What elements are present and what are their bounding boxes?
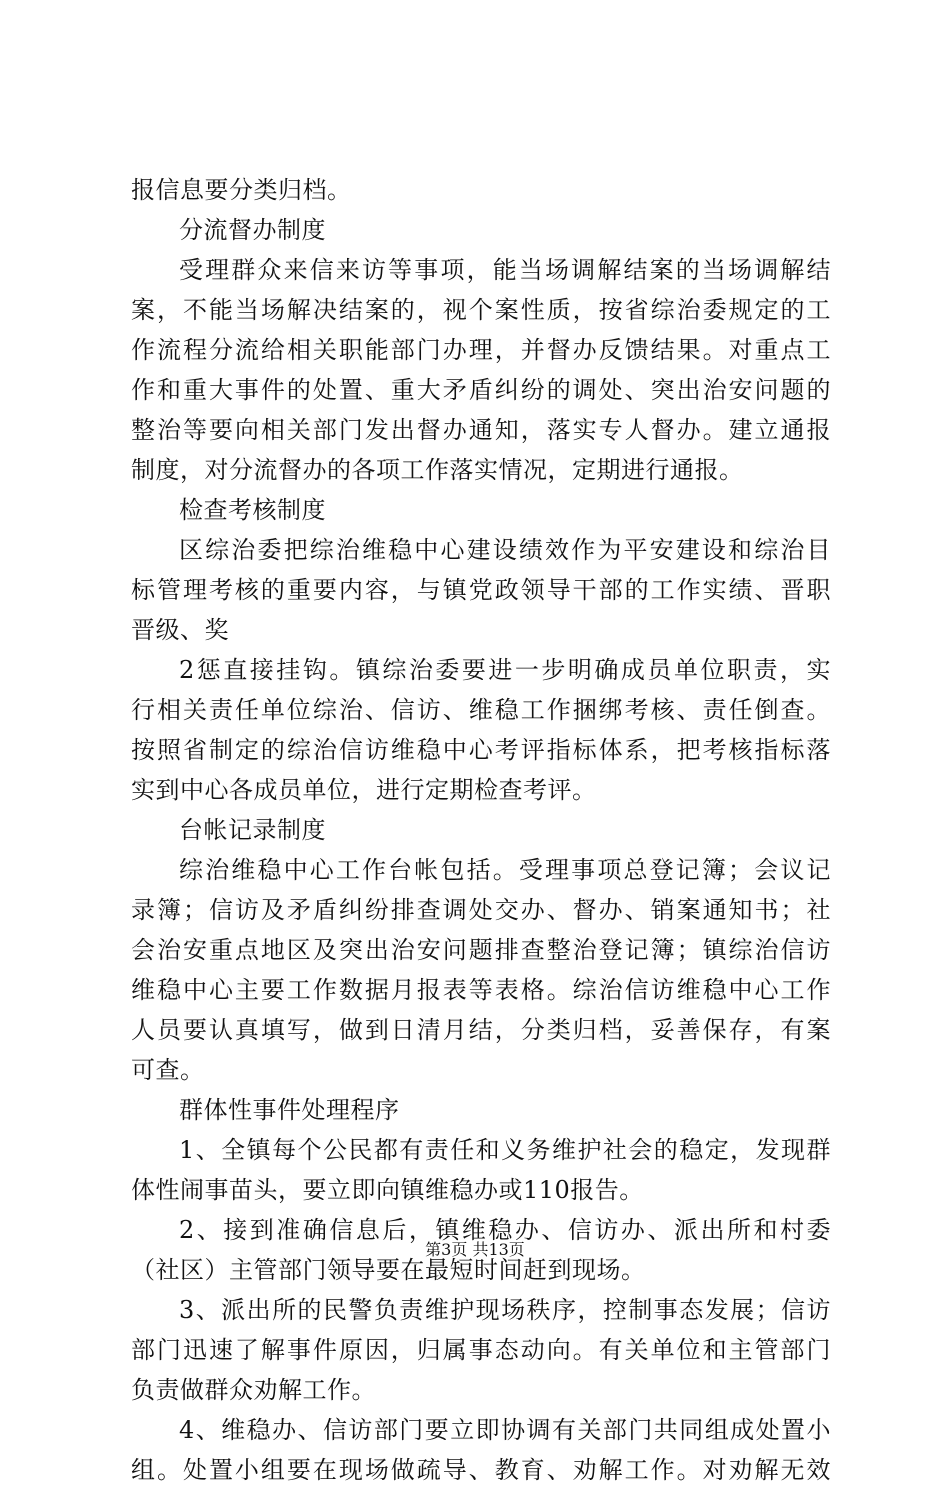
text-line: 组。处置小组要在现场做疏导、教育、劝解工作。对劝解无效	[131, 1456, 831, 1484]
text-line: 部门迅速了解事件原因，归属事态动向。有关单位和主管部门	[131, 1336, 831, 1364]
text-line: 案，不能当场解决结案的，视个案性质，按省综治委规定的工	[131, 296, 831, 324]
text-line: 行相关责任单位综治、信访、维稳工作捆绑考核、责任倒查。	[131, 696, 831, 724]
text-line: 群体性事件处理程序	[179, 1096, 400, 1124]
text-line: 区综治委把综治维稳中心建设绩效作为平安建设和综治目	[179, 536, 831, 564]
text-line: 作和重大事件的处置、重大矛盾纠纷的调处、突出治安问题的	[131, 376, 831, 404]
text-line: 整治等要向相关部门发出督办通知，落实专人督办。建立通报	[131, 416, 831, 444]
text-line: 晋级、奖	[131, 616, 229, 644]
text-line: 会治安重点地区及突出治安问题排查整治登记簿；镇综治信访	[131, 936, 831, 964]
document-body	[131, 170, 831, 1490]
text-line: 制度，对分流督办的各项工作落实情况，定期进行通报。	[131, 456, 744, 484]
text-line: 体性闹事苗头，要立即向镇维稳办或110报告。	[131, 1176, 644, 1204]
text-line: 2、接到准确信息后，镇维稳办、信访办、派出所和村委	[179, 1216, 831, 1244]
text-line: 录簿；信访及矛盾纠纷排查调处交办、督办、销案通知书；社	[131, 896, 831, 924]
text-line: 1、全镇每个公民都有责任和义务维护社会的稳定，发现群	[179, 1136, 831, 1164]
text-line: 标管理考核的重要内容，与镇党政领导干部的工作实绩、晋职	[131, 576, 831, 604]
text-line: 实到中心各成员单位，进行定期检查考评。	[131, 776, 597, 804]
text-line: 台帐记录制度	[179, 816, 326, 844]
page-footer: 第3页 共13页	[425, 1240, 525, 1259]
text-line: 作流程分流给相关职能部门办理，并督办反馈结果。对重点工	[131, 336, 831, 364]
text-line: 维稳中心主要工作数据月报表等表格。综治信访维稳中心工作	[131, 976, 831, 1004]
text-line: 按照省制定的综治信访维稳中心考评指标体系，把考核指标落	[131, 736, 831, 764]
text-line: 人员要认真填写，做到日清月结，分类归档，妥善保存，有案	[131, 1016, 831, 1044]
text-line: 可查。	[131, 1056, 205, 1084]
text-line: 2惩直接挂钩。镇综治委要进一步明确成员单位职责，实	[179, 656, 831, 684]
text-line: 分流督办制度	[179, 216, 326, 244]
text-line: 负责做群众劝解工作。	[131, 1376, 376, 1404]
text-line: 4、维稳办、信访部门要立即协调有关部门共同组成处置小	[179, 1416, 831, 1444]
text-line: 受理群众来信来访等事项，能当场调解结案的当场调解结	[179, 256, 831, 284]
text-line: 检查考核制度	[179, 496, 326, 524]
text-line: （社区）主管部门领导要在最短时间赶到现场。	[131, 1256, 646, 1284]
text-line: 3、派出所的民警负责维护现场秩序，控制事态发展；信访	[179, 1296, 831, 1324]
text-line: 报信息要分类归档。	[131, 176, 352, 204]
text-line: 综治维稳中心工作台帐包括。受理事项总登记簿；会议记	[179, 856, 831, 884]
